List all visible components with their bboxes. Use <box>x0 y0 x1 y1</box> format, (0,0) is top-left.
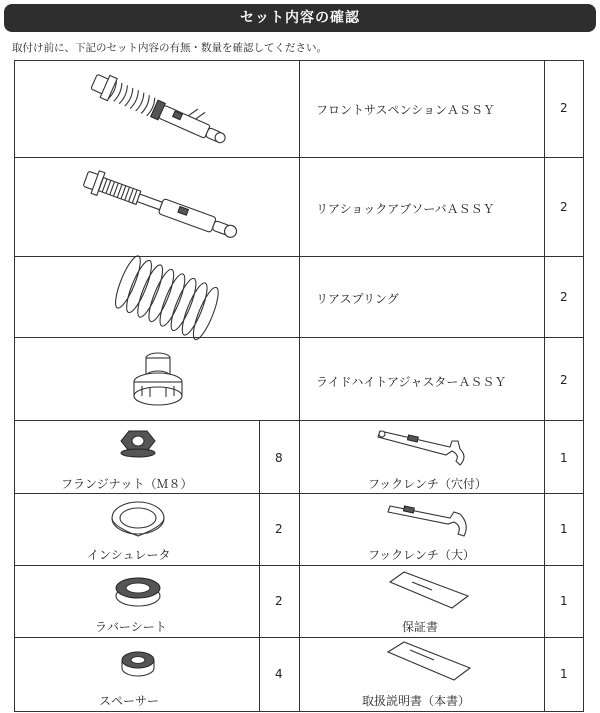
image-cell <box>14 337 300 421</box>
image-cell <box>14 637 260 712</box>
item-qty: 1 <box>560 522 568 536</box>
front-suspension-icon <box>15 61 301 159</box>
section-header: セット内容の確認 <box>4 4 596 32</box>
ride-height-adjuster-icon <box>15 338 301 422</box>
item-qty: 4 <box>275 667 283 681</box>
item-qty: 2 <box>560 373 568 387</box>
image-cell <box>299 493 545 566</box>
item-qty: 1 <box>560 451 568 465</box>
item-label: フランジナット（Ｍ８） <box>61 477 193 491</box>
image-cell <box>14 420 260 494</box>
hook-wrench-large-icon <box>300 494 546 544</box>
label-cell <box>299 337 545 421</box>
manual-icon <box>300 638 546 688</box>
spacer-icon <box>15 638 261 688</box>
qty-cell <box>259 637 300 712</box>
item-qty: 2 <box>560 290 568 304</box>
image-cell <box>299 420 545 494</box>
image-cell <box>14 493 260 566</box>
item-qty: 1 <box>560 594 568 608</box>
item-label: ライドハイトアジャスターＡＳＳＹ <box>316 375 507 389</box>
item-qty: 2 <box>560 101 568 115</box>
insulator-icon <box>15 494 261 544</box>
image-cell <box>14 565 260 638</box>
label-cell <box>299 60 545 158</box>
qty-cell <box>544 60 584 158</box>
rubber-seat-icon <box>15 566 261 616</box>
qty-cell <box>544 493 584 566</box>
item-qty: 8 <box>275 451 283 465</box>
item-label: リアスプリング <box>316 292 399 306</box>
item-label: 保証書 <box>402 620 439 634</box>
item-label: フロントサスペンションＡＳＳＹ <box>316 103 495 117</box>
image-cell <box>299 565 545 638</box>
rear-shock-absorber-icon <box>15 158 301 258</box>
item-label: スペーサー <box>99 694 160 708</box>
warranty-card-icon <box>300 566 546 616</box>
qty-cell <box>544 337 584 421</box>
flange-nut-icon <box>15 421 261 471</box>
hook-wrench-holed-icon <box>300 421 546 473</box>
item-label: インシュレータ <box>87 548 171 562</box>
rear-spring-icon <box>15 257 301 339</box>
item-qty: 2 <box>560 200 568 214</box>
image-cell <box>14 256 300 338</box>
qty-cell <box>544 565 584 638</box>
instruction-note: 取付け前に、下記のセット内容の有無・数量を確認してください。 <box>12 42 327 54</box>
item-label: ラバーシート <box>95 620 167 634</box>
image-cell <box>14 60 300 158</box>
item-qty: 2 <box>275 594 283 608</box>
label-cell <box>299 256 545 338</box>
qty-cell <box>259 420 300 494</box>
qty-cell <box>544 256 584 338</box>
qty-cell <box>544 420 584 494</box>
item-qty: 1 <box>560 667 568 681</box>
contents-table <box>14 60 584 712</box>
qty-cell <box>259 493 300 566</box>
item-label: フックレンチ（穴付） <box>368 477 487 491</box>
item-label: フックレンチ（大） <box>368 548 475 562</box>
item-qty: 2 <box>275 522 283 536</box>
qty-cell <box>259 565 300 638</box>
item-label: リアショックアブソーバＡＳＳＹ <box>316 202 495 216</box>
qty-cell <box>544 637 584 712</box>
item-label: 取扱説明書（本書） <box>362 694 471 708</box>
label-cell <box>299 157 545 257</box>
image-cell <box>14 157 300 257</box>
qty-cell <box>544 157 584 257</box>
image-cell <box>299 637 545 712</box>
